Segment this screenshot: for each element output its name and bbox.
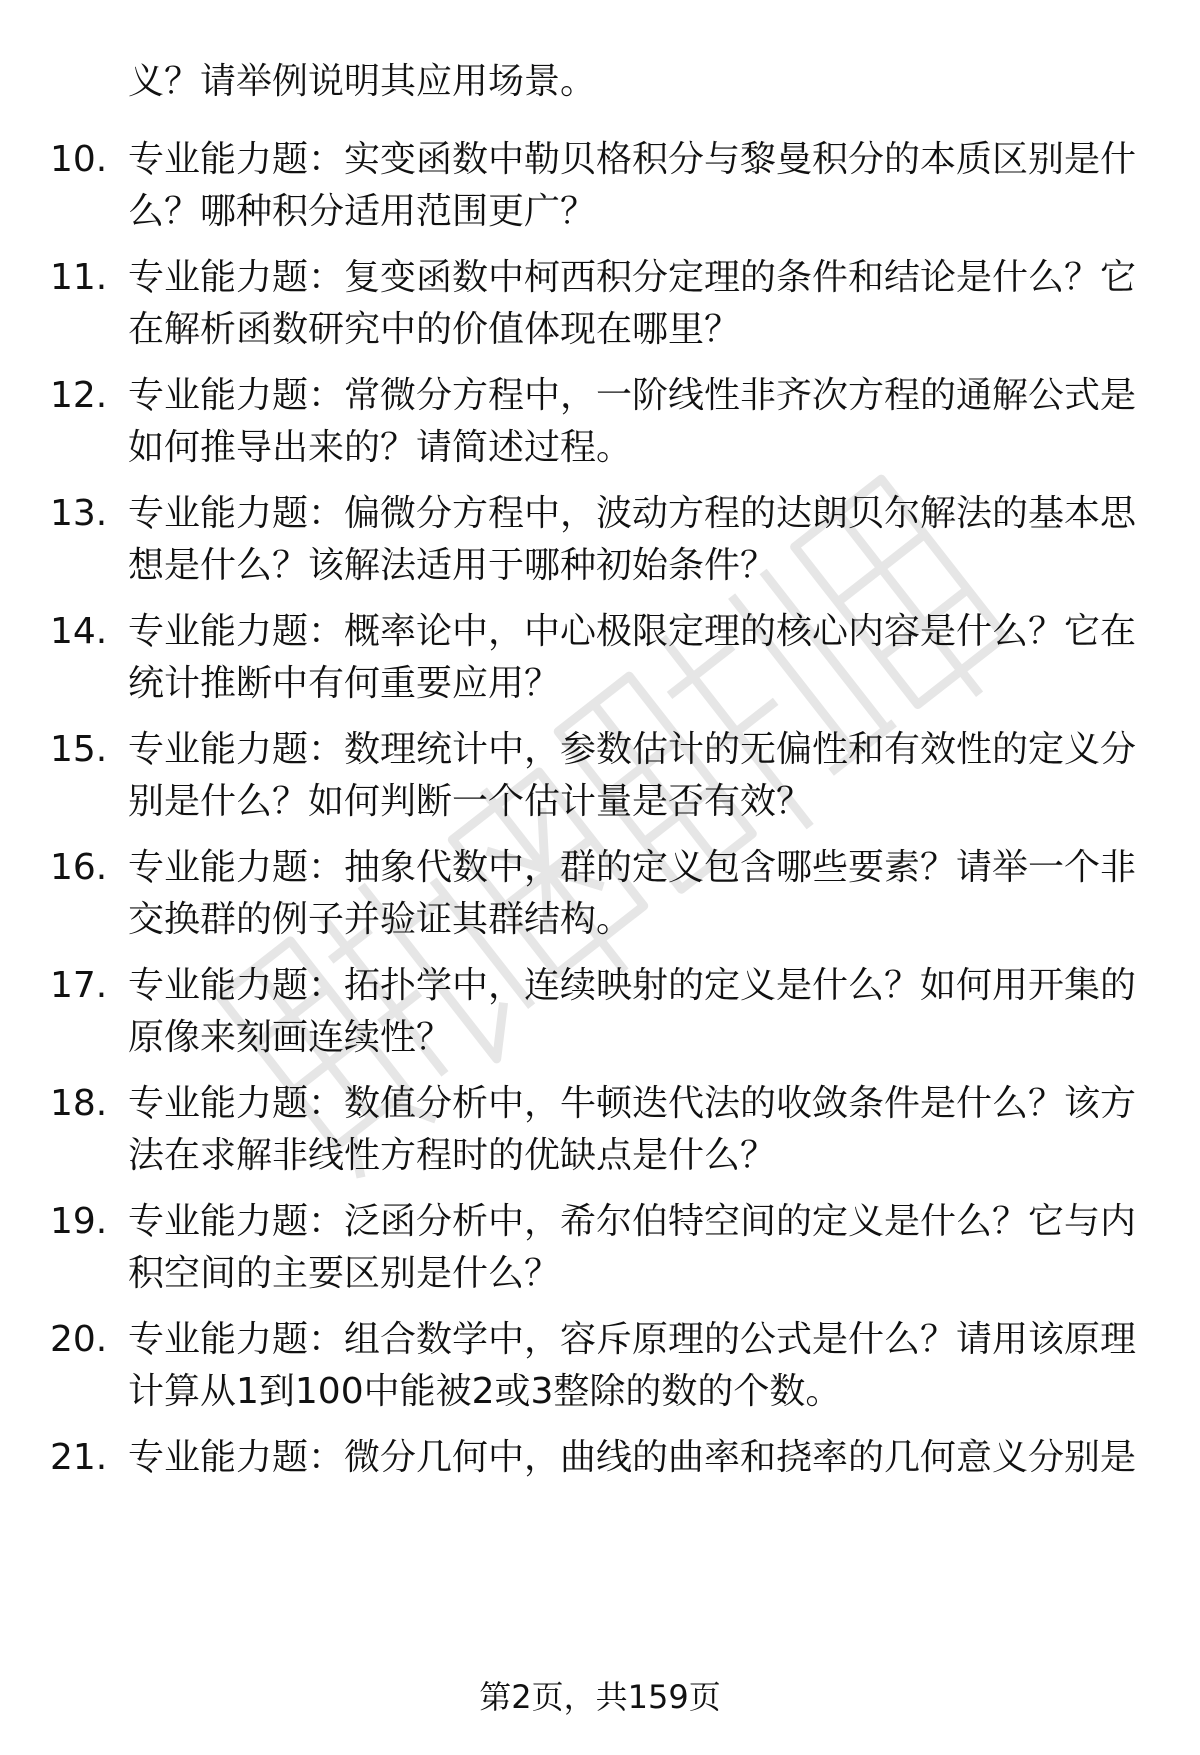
question-text-line-1: 专业能力题：组合数学中，容斥原理的公式是什么？请用该原理 [128,1319,1137,1360]
question-text-line-2: 积空间的主要区别是什么？ [128,1253,561,1294]
question-text-line-2: 如何推导出来的？请简述过程。 [128,427,633,468]
question-text-line-1: 专业能力题：微分几何中，曲线的曲率和挠率的几何意义分别是 [128,1437,1137,1478]
question-number: 21. [50,1437,108,1478]
question-text-line-2: 统计推断中有何重要应用？ [128,663,561,704]
question-number: 18. [50,1083,108,1124]
question-text-line-1: 专业能力题：数理统计中，参数估计的无偏性和有效性的定义分 [128,729,1137,770]
page-footer-number: 第2页，共159页 [479,1678,721,1716]
question-number: 10. [50,139,108,180]
question-text-line-2: 别是什么？如何判断一个估计量是否有效？ [128,781,813,822]
question-text-line-1: 专业能力题：常微分方程中，一阶线性非齐次方程的通解公式是 [128,375,1137,416]
question-text-line-1: 专业能力题：数值分析中，牛顿迭代法的收敛条件是什么？该方 [128,1083,1137,1124]
question-text-line-2: 在解析函数研究中的价值体现在哪里？ [128,309,741,350]
question-text-line-2: 计算从1到100中能被2或3整除的数的个数。 [128,1371,842,1412]
question-number: 14. [50,611,108,652]
question-number: 11. [50,257,108,298]
question-text-line-2: 么？哪种积分适用范围更广？ [128,191,597,232]
question-text-line-1: 专业能力题：拓扑学中，连续映射的定义是什么？如何用开集的 [128,965,1137,1006]
question-text-line-1: 专业能力题：复变函数中柯西积分定理的条件和结论是什么？它 [128,257,1137,298]
question-text-line-2: 原像来刻画连续性？ [128,1017,453,1058]
question-number: 17. [50,965,108,1006]
question-number: 15. [50,729,108,770]
question-text-line-1: 专业能力题：抽象代数中，群的定义包含哪些要素？请举一个非 [128,847,1137,888]
question-number: 20. [50,1319,108,1360]
question-text-line-1: 专业能力题：泛函分析中，希尔伯特空间的定义是什么？它与内 [128,1201,1137,1242]
question-text-line-2: 交换群的例子并验证其群结构。 [128,899,633,940]
question-number: 16. [50,847,108,888]
question-text-line-1: 专业能力题：实变函数中勒贝格积分与黎曼积分的本质区别是什 [128,139,1137,180]
question-number: 19. [50,1201,108,1242]
question-text-line-2: 法在求解非线性方程时的优缺点是什么？ [128,1135,777,1176]
question-text-line-2: 想是什么？该解法适用于哪种初始条件？ [128,545,777,586]
question-number: 13. [50,493,108,534]
question-number: 12. [50,375,108,416]
question-text-line-1: 专业能力题：偏微分方程中，波动方程的达朗贝尔解法的基本思 [128,493,1137,534]
continued-question-text: 义？请举例说明其应用场景。 [128,61,597,102]
question-text-line-1: 专业能力题：概率论中，中心极限定理的核心内容是什么？它在 [128,611,1137,652]
